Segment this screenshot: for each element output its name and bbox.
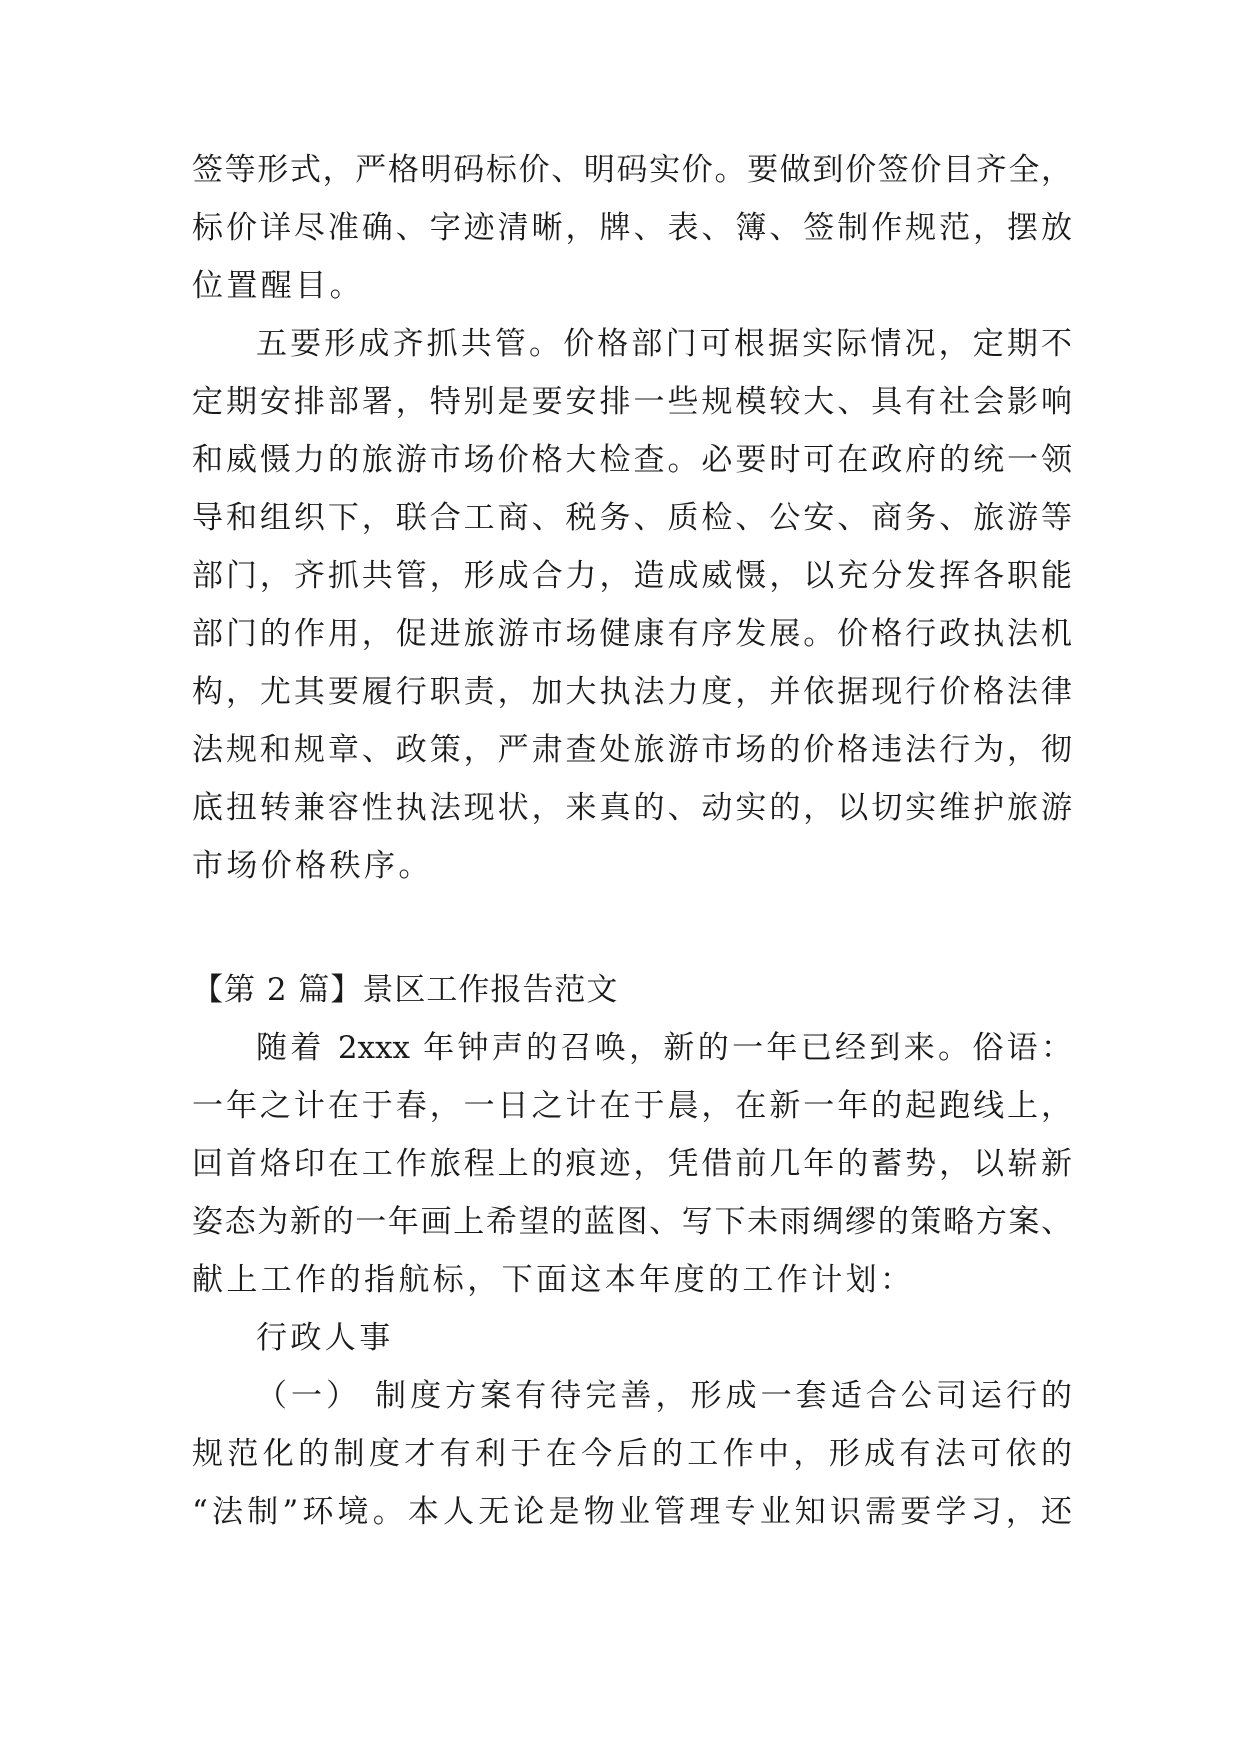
paragraph-line: 规范化的制度才有利于在今后的工作中，形成有法可依的 — [192, 1436, 1072, 1472]
paragraph-line: 底扭转兼容性执法现状，来真的、动实的，以切实维护旅游 — [192, 790, 1072, 826]
paragraph-line: 回首烙印在工作旅程上的痕迹，凭借前几年的蓄势，以崭新 — [192, 1146, 1072, 1182]
paragraph-line: 五要形成齐抓共管。价格部门可根据实际情况，定期不 — [256, 326, 1072, 362]
paragraph-line: 部门，齐抓共管，形成合力，造成威慑，以充分发挥各职能 — [192, 558, 1072, 594]
section-heading: 【第 2 篇】景区工作报告范文 — [192, 972, 619, 1008]
paragraph-line: 法规和规章、政策，严肃查处旅游市场的价格违法行为，彻 — [192, 732, 1072, 768]
paragraph-line: 签等形式，严格明码标价、明码实价。要做到价签价目齐全， — [192, 152, 1072, 188]
paragraph-line: 导和组织下，联合工商、税务、质检、公安、商务、旅游等 — [192, 500, 1072, 536]
paragraph-line: 位置醒目。 — [192, 268, 364, 304]
subheading: 行政人事 — [256, 1320, 394, 1356]
paragraph-line: 姿态为新的一年画上希望的蓝图、写下未雨绸缪的策略方案、 — [192, 1204, 1072, 1240]
paragraph-line: 构，尤其要履行职责，加大执法力度，并依据现行价格法律 — [192, 674, 1072, 710]
paragraph-line: 定期安排部署，特别是要安排一些规模较大、具有社会影响 — [192, 384, 1072, 420]
paragraph-line: 部门的作用，促进旅游市场健康有序发展。价格行政执法机 — [192, 616, 1072, 652]
paragraph-line: 标价详尽准确、字迹清晰，牌、表、簿、签制作规范，摆放 — [192, 210, 1072, 246]
paragraph-line: “法制”环境。本人无论是物业管理专业知识需要学习，还 — [192, 1494, 1072, 1530]
paragraph-line: 市场价格秩序。 — [192, 848, 433, 884]
paragraph-line: 献上工作的指航标，下面这本年度的工作计划： — [192, 1262, 915, 1298]
paragraph-line: 随着 2xxx 年钟声的召唤，新的一年已经到来。俗语： — [256, 1030, 1072, 1066]
paragraph-line: （一） 制度方案有待完善，形成一套适合公司运行的 — [256, 1378, 1072, 1414]
paragraph-line: 一年之计在于春，一日之计在于晨，在新一年的起跑线上， — [192, 1088, 1072, 1124]
paragraph-line: 和威慑力的旅游市场价格大检查。必要时可在政府的统一领 — [192, 442, 1072, 478]
